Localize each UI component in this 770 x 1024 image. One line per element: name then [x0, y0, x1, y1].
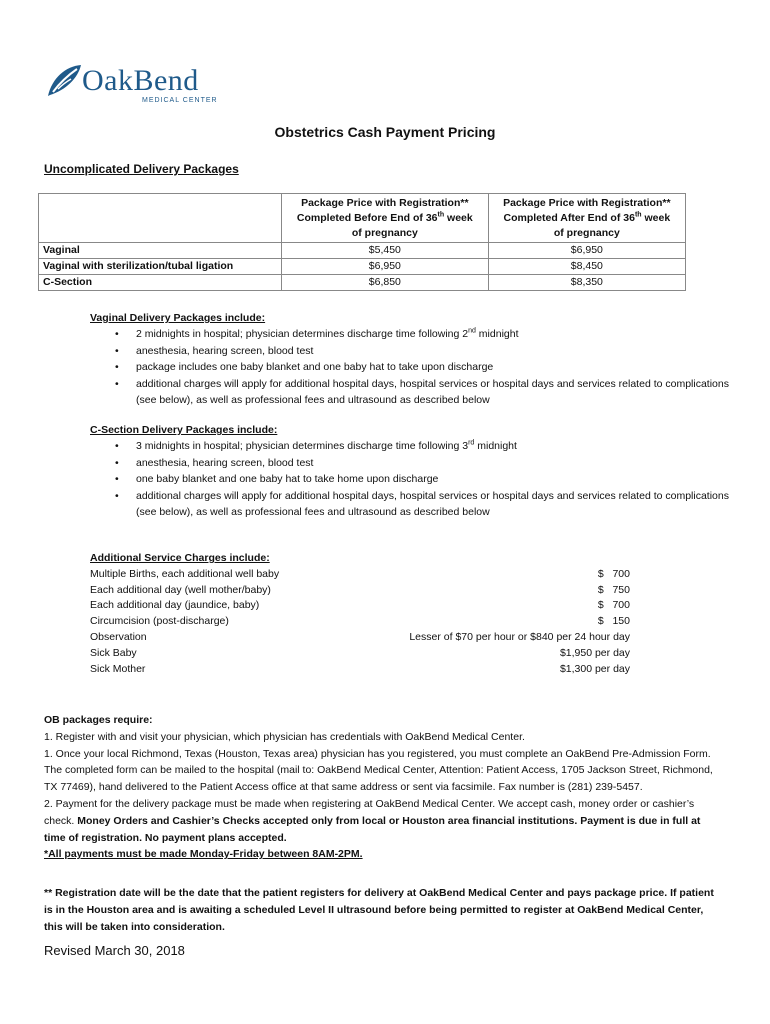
list-item: • 3 midnights in hospital; physician determines discharge time following 3rd midnight — [90, 438, 740, 454]
oakbend-logo — [44, 62, 224, 110]
csection-package-section — [90, 422, 740, 520]
page-title: Obstetrics Cash Payment Pricing — [274, 124, 496, 140]
logo-wordmark: OakBend — [82, 64, 199, 97]
list-item: • anesthesia, hearing screen, blood test — [90, 455, 740, 471]
ob-requirements-section — [44, 712, 724, 863]
charge-label: Each additional day (jaundice, baby) — [90, 599, 260, 612]
table-header-row — [39, 194, 686, 243]
charge-label: Sick Mother — [90, 662, 146, 675]
section-heading: Uncomplicated Delivery Packages — [44, 162, 239, 176]
charge-row — [90, 583, 630, 599]
pricing-table — [38, 193, 686, 291]
charge-row — [90, 630, 630, 646]
vaginal-package-section — [90, 310, 740, 408]
charge-label: Observation — [90, 630, 147, 643]
charge-amount: $ 700 — [597, 567, 630, 580]
registration-note: ** Registration date will be the date that the patient registers for delivery at OakBend Medical Center and pays package price. If patient is in the Houston area and is awaiting a scheduled Level II ultrasound before being permitted to register at OakBend Medical Center, this will be taken into consideration. — [44, 887, 714, 933]
charge-row — [90, 598, 630, 614]
charge-row — [90, 614, 630, 630]
list-item: • one baby blanket and one baby hat to take home upon discharge — [90, 471, 740, 487]
charge-amount: $1,950 per day — [559, 646, 630, 659]
price-before: $6,850 — [282, 275, 489, 291]
header-before-36-weeks: Package Price with Registration** Completed Before End of 36th week of pregnancy — [282, 194, 489, 243]
header-after-36-weeks: Package Price with Registration** Completed After End of 36th week of pregnancy — [488, 194, 685, 243]
charge-amount: $ 150 — [597, 615, 630, 628]
list-item: • anesthesia, hearing screen, blood test — [90, 343, 740, 359]
charge-label: Sick Baby — [90, 646, 137, 659]
row-label: Vaginal — [39, 243, 282, 259]
charge-amount: $ 750 — [597, 583, 630, 596]
charge-row — [90, 646, 630, 662]
price-after: $6,950 — [488, 243, 685, 259]
row-label: C-Section — [39, 275, 282, 291]
ob-step: 1. Register with and visit your physician, which physician has credentials with OakBend Medical Center. — [44, 730, 525, 743]
csection-package-title: C-Section Delivery Packages include: — [90, 424, 278, 436]
list-item: • 2 midnights in hospital; physician determines discharge time following 2nd midnight — [90, 326, 740, 342]
ob-step: 1. Once your local Richmond, Texas (Houston, Texas area) physician has you registered, you must complete an OakBend Pre-Admission Form. The completed form can be mailed to the hospital (mail to: OakBend Medical Center, Attention: Patient Access, 1705 Jackson Street, Richmond, TX 77469), hand delivered to the Patient Access office at that same address or sent via facsimile. Fax number is (281) 239-5457. — [44, 747, 713, 794]
additional-charges-title: Additional Service Charges include: — [90, 552, 270, 564]
charge-amount: $1,300 per day — [559, 662, 630, 675]
table-header-blank — [39, 194, 282, 243]
charge-row — [90, 567, 630, 583]
table-row — [39, 243, 686, 259]
row-label: Vaginal with sterilization/tubal ligation — [39, 259, 282, 275]
list-item: • package includes one baby blanket and one baby hat to take upon discharge — [90, 359, 740, 375]
revision-date: Revised March 30, 2018 — [44, 943, 185, 958]
vaginal-package-title: Vaginal Delivery Packages include: — [90, 312, 266, 324]
list-item: • additional charges will apply for additional hospital days, hospital services or hospital days and services related to complications (see below), as well as professional fees and ultrasound as described below — [90, 488, 740, 521]
table-row — [39, 275, 686, 291]
charge-label: Multiple Births, each additional well baby — [90, 567, 280, 580]
ob-requirements-title: OB packages require: — [44, 714, 153, 726]
charge-label: Circumcision (post-discharge) — [90, 615, 229, 628]
price-before: $6,950 — [282, 259, 489, 275]
payment-hours-note: *All payments must be made Monday-Friday between 8AM-2PM. — [44, 848, 363, 861]
leaf-icon — [44, 62, 84, 102]
logo-subtitle: MEDICAL CENTER — [142, 97, 218, 104]
list-item: • additional charges will apply for additional hospital days, hospital services or hospital days and services related to complications (see below), as well as professional fees and ultrasound as described below — [90, 376, 740, 409]
charge-amount: $ 700 — [597, 599, 630, 612]
price-before: $5,450 — [282, 243, 489, 259]
price-after: $8,450 — [488, 259, 685, 275]
charge-label: Each additional day (well mother/baby) — [90, 583, 271, 596]
charge-row — [90, 662, 630, 678]
table-row — [39, 259, 686, 275]
additional-charges-section — [90, 551, 630, 677]
price-after: $8,350 — [488, 275, 685, 291]
charge-amount: Lesser of $70 per hour or $840 per 24 hour day — [409, 630, 630, 643]
ob-step: 2. Payment for the delivery package must be made when registering at OakBend Medical Center. We accept cash, money order or cashier’s check. Money Orders and Cashier’s Checks accepted only from local or Houston area financial institutions. Payment is due in full at time of registration. No payment plans accepted. — [44, 797, 701, 844]
